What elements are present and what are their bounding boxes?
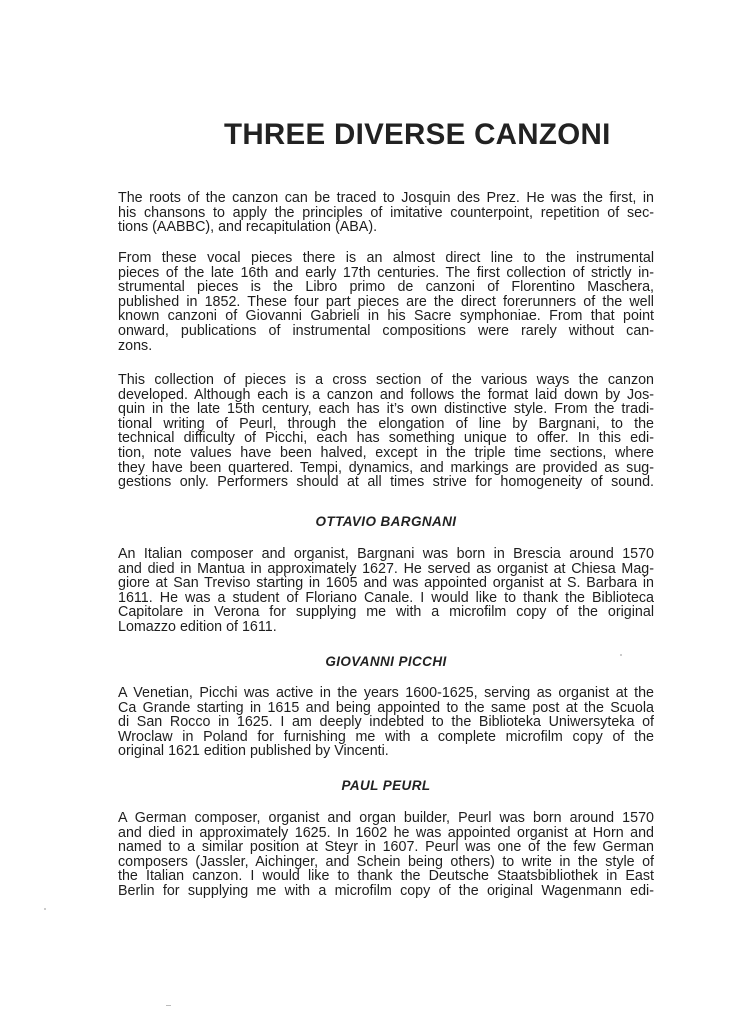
intro-paragraph — [118, 373, 654, 490]
text-line: Lomazzo edition of 1611. — [118, 618, 277, 635]
intro-paragraph — [118, 191, 654, 235]
text-line: tions (AABBC), and recapitulation (ABA). — [118, 219, 378, 236]
scan-speck — [620, 654, 622, 656]
text-line: di San Rocco in 1625. I am deeply indebted to the Biblioteka Uniwersyteka of — [118, 714, 654, 731]
text-line: the Italian canzon. I would like to thank the Deutsche Staatsbibliothek in East — [118, 868, 654, 885]
section-body-picchi — [118, 686, 654, 759]
text-line: giore at San Treviso starting in 1605 and was appointed organist at S. Barbara in — [118, 575, 654, 592]
section-body-bargnani — [118, 547, 654, 635]
text-line: original 1621 edition published by Vincenti. — [118, 743, 389, 760]
page-title: THREE DIVERSE CANZONI — [224, 118, 611, 151]
text-line: technical difficulty of Picchi, each has something unique to offer. In this edi- — [118, 430, 654, 447]
text-line: A Venetian, Picchi was active in the years 1600-1625, serving as organist at the — [118, 685, 654, 701]
text-line: This collection of pieces is a cross section of the various ways the canzon — [118, 372, 654, 388]
text-line: 1611. He was a student of Floriano Canale. I would like to thank the Biblioteca — [118, 589, 654, 606]
text-line: and died in approximately 1625. In 1602 he was appointed organist at Horn and — [118, 824, 654, 841]
scan-speck — [44, 908, 46, 910]
section-heading-bargnani: OTTAVIO BARGNANI — [315, 514, 457, 529]
text-line: A German composer, organist and organ builder, Peurl was born around 1570 — [118, 810, 654, 826]
text-line: Berlin for supplying me with a microfilm copy of the original Wagenmann edi- — [118, 882, 654, 899]
scan-speck — [166, 1005, 171, 1006]
text-line: zons. — [118, 337, 153, 354]
text-line: composers (Jassler, Aichinger, and Schein being others) to write in the style of — [118, 853, 654, 870]
text-line: From these vocal pieces there is an almost direct line to the instrumental — [118, 250, 654, 266]
text-line: pieces of the late 16th and early 17th centuries. The first collection of strictly in- — [118, 264, 654, 281]
section-heading-picchi: GIOVANNI PICCHI — [325, 654, 447, 669]
text-line: Wroclaw in Poland for furnishing me with a complete microfilm copy of the — [118, 728, 654, 745]
text-line: Capitolare in Verona for supplying me with a microfilm copy of the original — [118, 604, 654, 621]
section-heading-peurl: PAUL PEURL — [341, 778, 431, 793]
text-line: quin in the late 15th century, each has it’s own distinctive style. From the tradi- — [118, 401, 654, 418]
text-line: Ca Grande starting in 1615 and being appointed to the same post at the Scuola — [118, 699, 654, 716]
text-line: they have been quartered. Tempi, dynamics, and markings are provided as sug- — [118, 459, 654, 476]
text-line: tional writing of Peurl, through the elongation of line by Bargnani, to the — [118, 415, 654, 432]
text-line: onward, publications of instrumental compositions were rarely without can- — [118, 322, 654, 339]
text-line: gestions only. Performers should at all times strive for homogeneity of sound. — [118, 474, 654, 491]
text-line: named to a similar position at Steyr in 1607. Peurl was one of the few German — [118, 839, 654, 856]
text-line: The roots of the canzon can be traced to Josquin des Prez. He was the first, in — [118, 190, 654, 206]
text-line: published in 1852. These four part pieces are the direct forerunners of the well — [118, 293, 654, 310]
text-line: strumental pieces is the Libro primo de canzoni of Florentino Maschera, — [118, 279, 654, 296]
text-line: known canzoni of Giovanni Gabrieli in his Sacre symphoniae. From that point — [118, 308, 654, 325]
intro-paragraph — [118, 251, 654, 353]
text-line: developed. Although each is a canzon and follows the format laid down by Jos- — [118, 386, 654, 403]
text-line: his chansons to apply the principles of imitative counterpoint, repetition of sec- — [118, 204, 654, 221]
text-line: An Italian composer and organist, Bargnani was born in Brescia around 1570 — [118, 546, 654, 562]
text-line: tion, note values have been halved, except in the triple time sections, where — [118, 444, 654, 461]
section-body-peurl — [118, 811, 654, 899]
text-line: and died in Mantua in approximately 1627. He served as organist at Chiesa Mag- — [118, 560, 654, 577]
